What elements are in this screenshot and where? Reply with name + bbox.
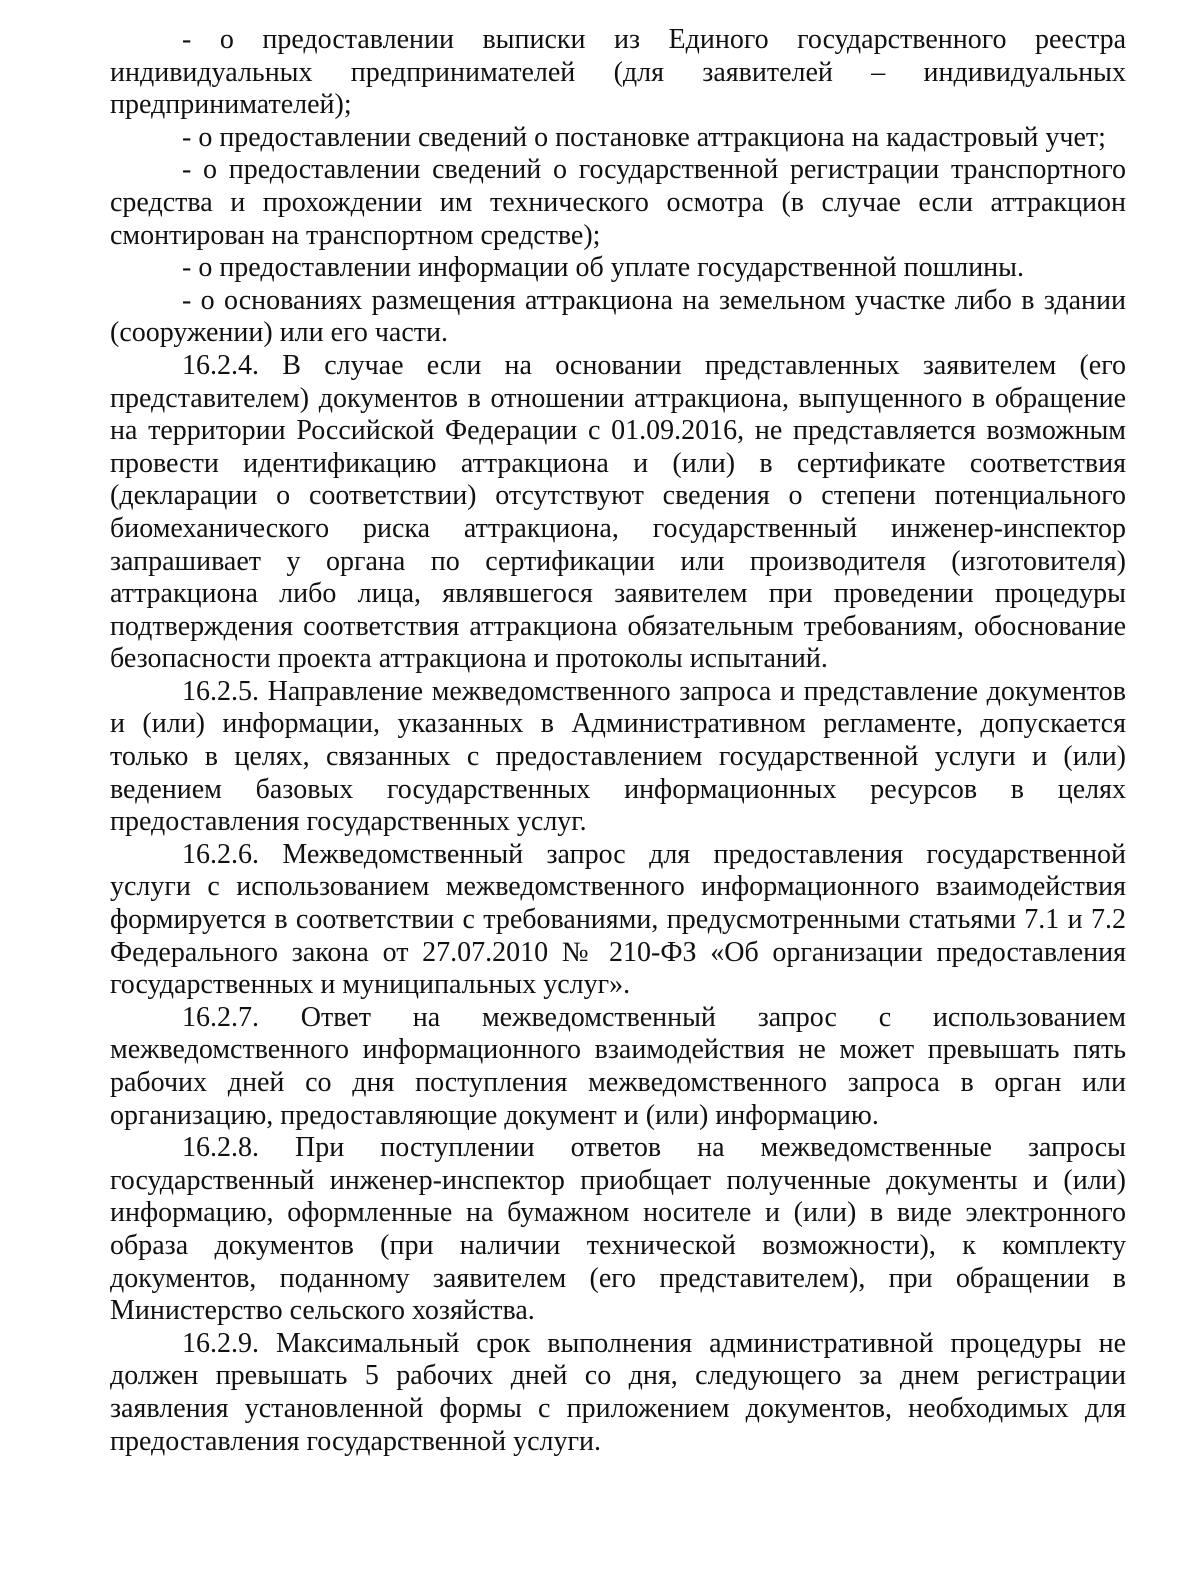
paragraph-vehicle-registration: - о предоставлении сведений о государственной регистрации транспортного средства и прохождении им технического осмотра (в случае если аттракцион смонтирован на транспортном средстве); (110, 154, 1126, 251)
paragraph-16-2-4: 16.2.4. В случае если на основании представленных заявителем (его представителем) документов в отношении аттракциона, выпущенного в обращение на территории Российской Федерации с 01.09.2016, не представляется возможным провести идентификацию аттракциона и (или) в сертификате соответствия (декларации о соответствии) отсутствуют сведения о степени потенциального биомеханического риска аттракциона, государственный инженер-инспектор запрашивает у органа по сертификации или производителя (изготовителя) аттракциона либо лица, являвшегося заявителем при проведении процедуры подтверждения соответствия аттракциона обязательным требованиям, обоснование безопасности проекта аттракциона и протоколы испытаний. (110, 349, 1126, 675)
document-body (110, 24, 1126, 1458)
paragraph-16-2-7: 16.2.7. Ответ на межведомственный запрос с использованием межведомственного информационного взаимодействия не может превышать пять рабочих дней со дня поступления межведомственного запроса в орган или организацию, предоставляющие документ и (или) информацию. (110, 1001, 1126, 1131)
paragraph-16-2-9: 16.2.9. Максимальный срок выполнения административной процедуры не должен превышать 5 рабочих дней со дня, следующего за днем регистрации заявления установленной формы с приложением документов, необходимых для предоставления государственной услуги. (110, 1327, 1126, 1457)
paragraph-16-2-5: 16.2.5. Направление межведомственного запроса и представление документов и (или) информации, указанных в Административном регламенте, допускается только в целях, связанных с предоставлением государственной услуги и (или) ведением базовых государственных информационных ресурсов в целях предоставления государственных услуг. (110, 675, 1126, 838)
paragraph-16-2-6: 16.2.6. Межведомственный запрос для предоставления государственной услуги с использованием межведомственного информационного взаимодействия формируется в соответствии с требованиями, предусмотренными статьями 7.1 и 7.2 Федерального закона от 27.07.2010 № 210-ФЗ «Об организации предоставления государственных и муниципальных услуг». (110, 838, 1126, 1001)
paragraph-extract-egrip: - о предоставлении выписки из Единого государственного реестра индивидуальных предпринимателей (для заявителей – индивидуальных предпринимателей); (110, 24, 1126, 121)
paragraph-state-fee: - о предоставлении информации об уплате государственной пошлины. (182, 252, 1024, 284)
paragraph-placement-grounds: - о основаниях размещения аттракциона на земельном участке либо в здании (сооружении) или его части. (110, 284, 1126, 349)
paragraph-cadastral-info: - о предоставлении сведений о постановке аттракциона на кадастровый учет; (182, 121, 1106, 153)
paragraph-16-2-8: 16.2.8. При поступлении ответов на межведомственные запросы государственный инженер-инспектор приобщает полученные документы и (или) информацию, оформленные на бумажном носителе и (или) в виде электронного образа документов (при наличии технической возможности), к комплекту документов, поданному заявителем (его представителем), при обращении в Министерство сельского хозяйства. (110, 1132, 1126, 1327)
